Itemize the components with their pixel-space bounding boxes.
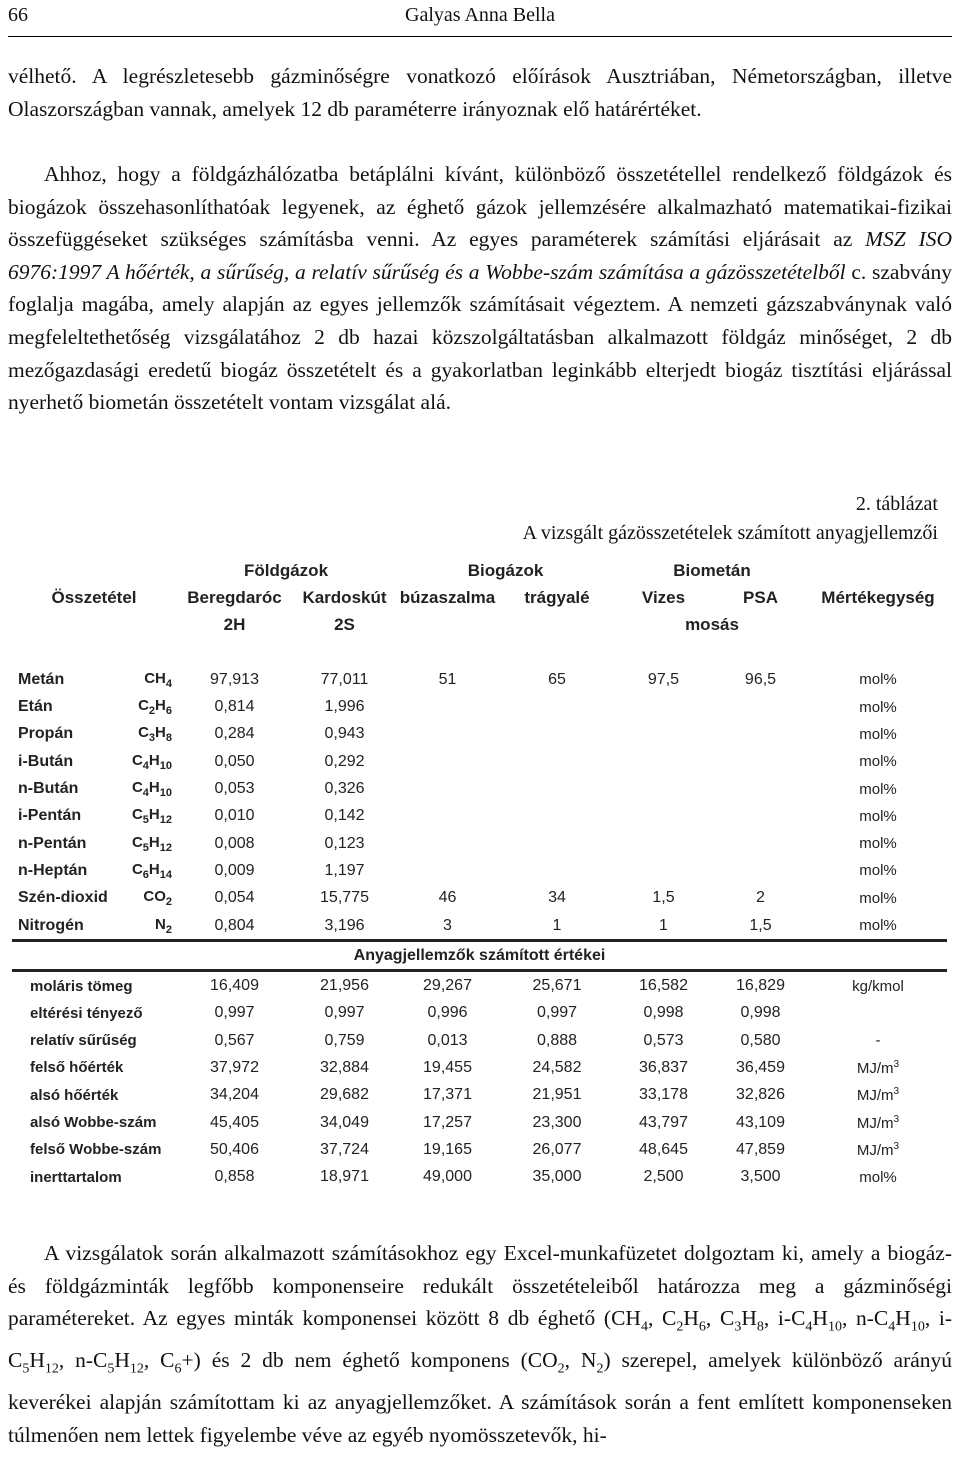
component-list-combustible: $CH_4$, $C_2H_6$, $C_3H_8$, $i-C_4H_{10}$, $n-C_4H_{10}$, $i-C_5H_{12}$, $n-C_5H_{12}$, $C_6+$: [8, 1306, 953, 1377]
value-cell: 0,814: [214, 698, 255, 716]
value-cell: 96,5: [744, 670, 777, 688]
value-cell: 23,300: [532, 1113, 582, 1131]
value-cell: 35,000: [532, 1168, 582, 1186]
value-cell: 16,582: [639, 977, 688, 995]
value-cell: [396, 748, 499, 775]
unit-cell: mol%: [859, 725, 897, 743]
property-name: inerttartalom: [30, 1168, 122, 1186]
table-row: [12, 1164, 947, 1191]
table-subheader-row: [12, 612, 947, 639]
table-row: [12, 775, 947, 802]
value-cell: [499, 803, 615, 830]
value-cell: [615, 803, 712, 830]
unit-cell: $MJ/m^3$: [856, 1058, 900, 1077]
value-cell: 0,996: [427, 1004, 468, 1022]
component-name: Nitrogén: [18, 916, 84, 934]
component-formula: $C_3H_8$: [138, 724, 172, 745]
table-row: [12, 666, 947, 693]
table-row: [12, 1000, 947, 1027]
table-section-row: [12, 941, 947, 971]
value-cell: 1,5: [749, 916, 772, 934]
value-cell: 0,053: [214, 780, 255, 798]
unit-cell: mol%: [859, 862, 897, 880]
paragraph-3-text-b: ) és 2 db nem éghető komponens (: [193, 1348, 528, 1373]
value-cell: 17,371: [423, 1086, 472, 1104]
value-cell: 0,050: [214, 752, 255, 770]
paragraph-3-text-c: ) szerepel, amelyek különböző arányú keverékei alapján számítottam ki az anyagjellemzőket. A számítások során a fent említett komponenseken túlmenően nem lettek figyelembe véve az egyéb nyomösszetevők, hi-: [8, 1348, 953, 1447]
sub-header-2h: 2H: [223, 615, 246, 635]
gas-properties-table: [12, 557, 947, 1197]
component-formula: $C_4H_{10}$: [131, 751, 172, 772]
property-name: moláris tömeg: [30, 977, 133, 995]
unit-cell: [809, 1000, 947, 1027]
value-cell: 29,682: [320, 1086, 369, 1104]
group-header-foldgazok: Földgázok: [243, 560, 329, 580]
table-row: [12, 748, 947, 775]
property-name: relatív sűrűség: [30, 1032, 137, 1050]
table-row: [12, 912, 947, 941]
value-cell: 0,804: [214, 916, 255, 934]
component-name: i-Pentán: [18, 807, 82, 825]
component-name: Etán: [18, 698, 53, 716]
value-cell: 0,580: [740, 1031, 781, 1049]
table-row: [12, 1082, 947, 1109]
value-cell: 0,997: [324, 1004, 365, 1022]
unit-cell: mol%: [859, 889, 897, 907]
value-cell: 0,008: [214, 834, 255, 852]
value-cell: 0,054: [214, 889, 255, 907]
value-cell: 3,196: [324, 916, 365, 934]
table-row: [12, 830, 947, 857]
table-row: [12, 1109, 947, 1136]
unit-cell: -: [875, 1032, 881, 1050]
col-header-osszetetel: Összetétel: [51, 587, 137, 607]
empty-cell: [396, 612, 499, 639]
value-cell: [499, 693, 615, 720]
component-name: Metán: [18, 670, 65, 688]
value-cell: 0,010: [214, 807, 255, 825]
component-formula: $C_4H_{10}$: [131, 779, 172, 800]
table-caption-title: A vizsgált gázösszetételek számított anyagjellemzői: [522, 522, 938, 544]
running-author: Galyas Anna Bella: [405, 4, 555, 26]
value-cell: 25,671: [532, 977, 582, 995]
value-cell: [499, 857, 615, 884]
table-column-header-row: [12, 584, 947, 611]
component-list-inert: $CO_2$, $N_2$: [527, 1348, 604, 1377]
value-cell: 15,775: [320, 889, 369, 907]
table-row: [12, 1054, 947, 1081]
value-cell: 2,500: [643, 1168, 684, 1186]
value-cell: [712, 721, 809, 748]
unit-cell: mol%: [859, 1168, 897, 1186]
component-name: n-Bután: [18, 780, 79, 798]
value-cell: 0,284: [214, 725, 255, 743]
value-cell: [712, 775, 809, 802]
value-cell: 0,997: [536, 1004, 578, 1022]
value-cell: [499, 748, 615, 775]
empty-cell: [809, 557, 947, 584]
value-cell: 37,724: [320, 1140, 369, 1158]
value-cell: [499, 830, 615, 857]
paragraph-2: [8, 158, 952, 419]
value-cell: [499, 721, 615, 748]
paragraph-3: [8, 1237, 952, 1451]
page-number: 66: [8, 4, 28, 26]
table-caption-number: 2. táblázat: [855, 493, 938, 515]
value-cell: [615, 857, 712, 884]
component-name: i-Bután: [18, 752, 74, 770]
value-cell: 0,013: [427, 1031, 468, 1049]
value-cell: [615, 693, 712, 720]
value-cell: 0,998: [643, 1004, 684, 1022]
table-row: [12, 1027, 947, 1054]
value-cell: 24,582: [532, 1058, 582, 1076]
value-cell: 1,996: [324, 698, 365, 716]
property-name: eltérési tényező: [30, 1004, 143, 1022]
value-cell: [396, 775, 499, 802]
component-formula: $N_2$: [155, 915, 172, 936]
value-cell: 0,943: [324, 725, 365, 743]
value-cell: 1: [659, 916, 668, 934]
table-spacer-row: [12, 639, 947, 666]
value-cell: 0,888: [536, 1031, 578, 1049]
value-cell: 2: [756, 889, 765, 907]
value-cell: 65: [548, 670, 566, 688]
sub-header-mosas: mosás: [685, 615, 739, 635]
table-row: [12, 857, 947, 884]
unit-cell: mol%: [859, 807, 897, 825]
value-cell: 0,567: [214, 1031, 255, 1049]
paragraph-2-text-a: Ahhoz, hogy a földgázhálózatba betáplálni kívánt, különböző összetétellel rendelkező földgázok és biogázok összehasonlíthatóak legyenek, az éghető gázok jellemzésére alkalmazható matematikai-fizikai összefüggéseket szükséges számításba venni. Az egyes paraméterek számítási eljárásait az: [8, 162, 952, 252]
value-cell: 19,455: [423, 1058, 472, 1076]
value-cell: [396, 830, 499, 857]
value-cell: 0,997: [214, 1004, 255, 1022]
unit-cell: $MJ/m^3$: [856, 1113, 900, 1132]
value-cell: 29,267: [423, 977, 472, 995]
value-cell: 0,998: [740, 1004, 781, 1022]
col-header: Mértékegység: [821, 587, 935, 607]
value-cell: 0,326: [324, 780, 365, 798]
property-name: alsó Wobbe-szám: [30, 1114, 157, 1132]
table-group-header-row: [12, 557, 947, 584]
value-cell: 16,409: [210, 977, 259, 995]
component-name: Szén-dioxid: [18, 889, 108, 907]
value-cell: 34: [548, 889, 566, 907]
col-header: Kardoskút: [302, 587, 387, 607]
value-cell: 3,500: [740, 1168, 781, 1186]
value-cell: [615, 721, 712, 748]
sub-header-2s: 2S: [334, 615, 355, 635]
unit-cell: mol%: [859, 698, 897, 716]
empty-cell: [12, 557, 176, 584]
value-cell: 1,197: [324, 861, 365, 879]
value-cell: 33,178: [639, 1086, 688, 1104]
unit-cell: mol%: [859, 917, 897, 934]
value-cell: 46: [438, 889, 457, 907]
value-cell: [712, 693, 809, 720]
component-formula: $C_5H_{12}$: [131, 833, 172, 854]
value-cell: 48,645: [639, 1140, 688, 1158]
col-header: Beregdaróc: [187, 587, 282, 607]
value-cell: 0,759: [324, 1031, 365, 1049]
unit-cell: mol%: [859, 753, 897, 771]
value-cell: 43,109: [736, 1113, 785, 1131]
value-cell: [712, 803, 809, 830]
table-row: [12, 971, 947, 1000]
value-cell: 3: [443, 916, 452, 934]
empty-cell: [12, 612, 176, 639]
value-cell: 36,459: [736, 1058, 785, 1076]
value-cell: 0,142: [324, 807, 365, 825]
table-row: [12, 885, 947, 912]
component-name: n-Heptán: [18, 861, 88, 879]
value-cell: [396, 803, 499, 830]
component-formula: $C_5H_{12}$: [131, 806, 172, 827]
empty-cell: [809, 612, 947, 639]
value-cell: 32,826: [736, 1086, 785, 1104]
value-cell: 0,009: [214, 861, 255, 879]
value-cell: 34,049: [320, 1113, 369, 1131]
component-formula: $CH_4$: [144, 669, 172, 690]
value-cell: 1,5: [652, 889, 675, 907]
value-cell: 32,884: [320, 1058, 369, 1076]
unit-cell: mol%: [859, 835, 897, 853]
value-cell: 21,951: [532, 1086, 582, 1104]
col-header: búzaszalma: [399, 587, 496, 607]
paragraph-1: vélhető. A legrészletesebb gázminőségre vonatkozó előírások Ausztriában, Németországban, illetve Olaszországban vannak, amelyek 12 db paraméterre irányoznak elő határértéket.: [8, 64, 952, 121]
value-cell: 43,797: [639, 1113, 688, 1131]
value-cell: [712, 748, 809, 775]
value-cell: 0,573: [643, 1031, 684, 1049]
value-cell: 26,077: [532, 1140, 582, 1158]
unit-cell: $MJ/m^3$: [856, 1140, 900, 1159]
value-cell: [396, 721, 499, 748]
col-header: PSA: [743, 587, 778, 607]
value-cell: [396, 857, 499, 884]
value-cell: 50,406: [210, 1140, 259, 1158]
table-row: [12, 693, 947, 720]
page-header: [8, 0, 952, 37]
standard-title: MSZ ISO 6976:1997 A hőérték, a sűrűség, a relatív sűrűség és a Wobbe-szám számítása a gázösszetételből: [8, 227, 953, 284]
value-cell: 97,5: [647, 670, 680, 688]
unit-cell: mol%: [859, 671, 897, 689]
table-row: [12, 1136, 947, 1163]
value-cell: 17,257: [423, 1113, 472, 1131]
unit-cell: kg/kmol: [852, 977, 904, 995]
paragraph-2-text-b: c. szabvány foglalja magába, amely alapján az egyes jellemzők számításait végeztem. A nemzeti gázszabványnak való megfeleltethetőség vizsgálatához 2 db hazai közszolgáltatásban alkalmazott földgáz minőséget, 2 db mezőgazdasági eredetű biogáz összetételt és a gyakorlatban leginkább elterjedt biogáz tisztítási eljárással nyerhető biometán összetételt vontam vizsgálat alá.: [8, 259, 953, 415]
property-name: felső hőérték: [30, 1059, 124, 1077]
col-header: trágyalé: [524, 587, 590, 607]
value-cell: 1: [552, 916, 562, 934]
value-cell: 16,829: [736, 977, 785, 995]
value-cell: 34,204: [210, 1086, 259, 1104]
empty-cell: [12, 639, 947, 666]
table-row: [12, 803, 947, 830]
unit-cell: mol%: [859, 780, 897, 798]
table-row: [12, 721, 947, 748]
value-cell: 51: [438, 670, 457, 688]
value-cell: 21,956: [320, 977, 369, 995]
value-cell: 49,000: [423, 1168, 472, 1186]
value-cell: [712, 857, 809, 884]
value-cell: 0,858: [214, 1168, 255, 1186]
group-header-biogazok: Biogázok: [467, 560, 544, 580]
value-cell: 0,123: [324, 834, 365, 852]
component-name: n-Pentán: [18, 834, 87, 852]
value-cell: 45,405: [210, 1113, 259, 1131]
component-name: Propán: [18, 725, 74, 743]
property-name: alsó hőérték: [30, 1086, 119, 1104]
component-formula: $CO_2$: [143, 888, 172, 909]
value-cell: 18,971: [320, 1168, 369, 1186]
property-name: felső Wobbe-szám: [30, 1141, 162, 1159]
value-cell: 47,859: [736, 1140, 785, 1158]
value-cell: [499, 775, 615, 802]
unit-cell: $MJ/m^3$: [856, 1086, 900, 1105]
empty-cell: [499, 612, 615, 639]
value-cell: 0,292: [324, 752, 365, 770]
section-title: Anyagjellemzők számított értékei: [12, 941, 947, 971]
component-formula: $C_2H_6$: [138, 697, 172, 718]
value-cell: [396, 693, 499, 720]
value-cell: [712, 830, 809, 857]
group-header-biometan: Biometán: [673, 560, 751, 580]
value-cell: 36,837: [639, 1058, 688, 1076]
value-cell: [615, 748, 712, 775]
value-cell: 97,913: [210, 670, 259, 688]
col-header: Vizes: [641, 587, 686, 607]
value-cell: [615, 830, 712, 857]
component-formula: $C_6H_{14}$: [131, 860, 172, 881]
value-cell: 19,165: [423, 1140, 472, 1158]
paragraph-3-text-a: A vizsgálatok során alkalmazott számításokhoz egy Excel-munkafüzetet dolgoztam ki, amely a biogáz- és földgázminták legfőbb komponenseire redukált összetételeiből határozza meg a gázminőségi paramétereket. Az egyes minták komponensei között 8 db éghető (: [8, 1241, 952, 1331]
value-cell: [615, 775, 712, 802]
value-cell: 77,011: [320, 670, 369, 688]
value-cell: 37,972: [210, 1058, 259, 1076]
